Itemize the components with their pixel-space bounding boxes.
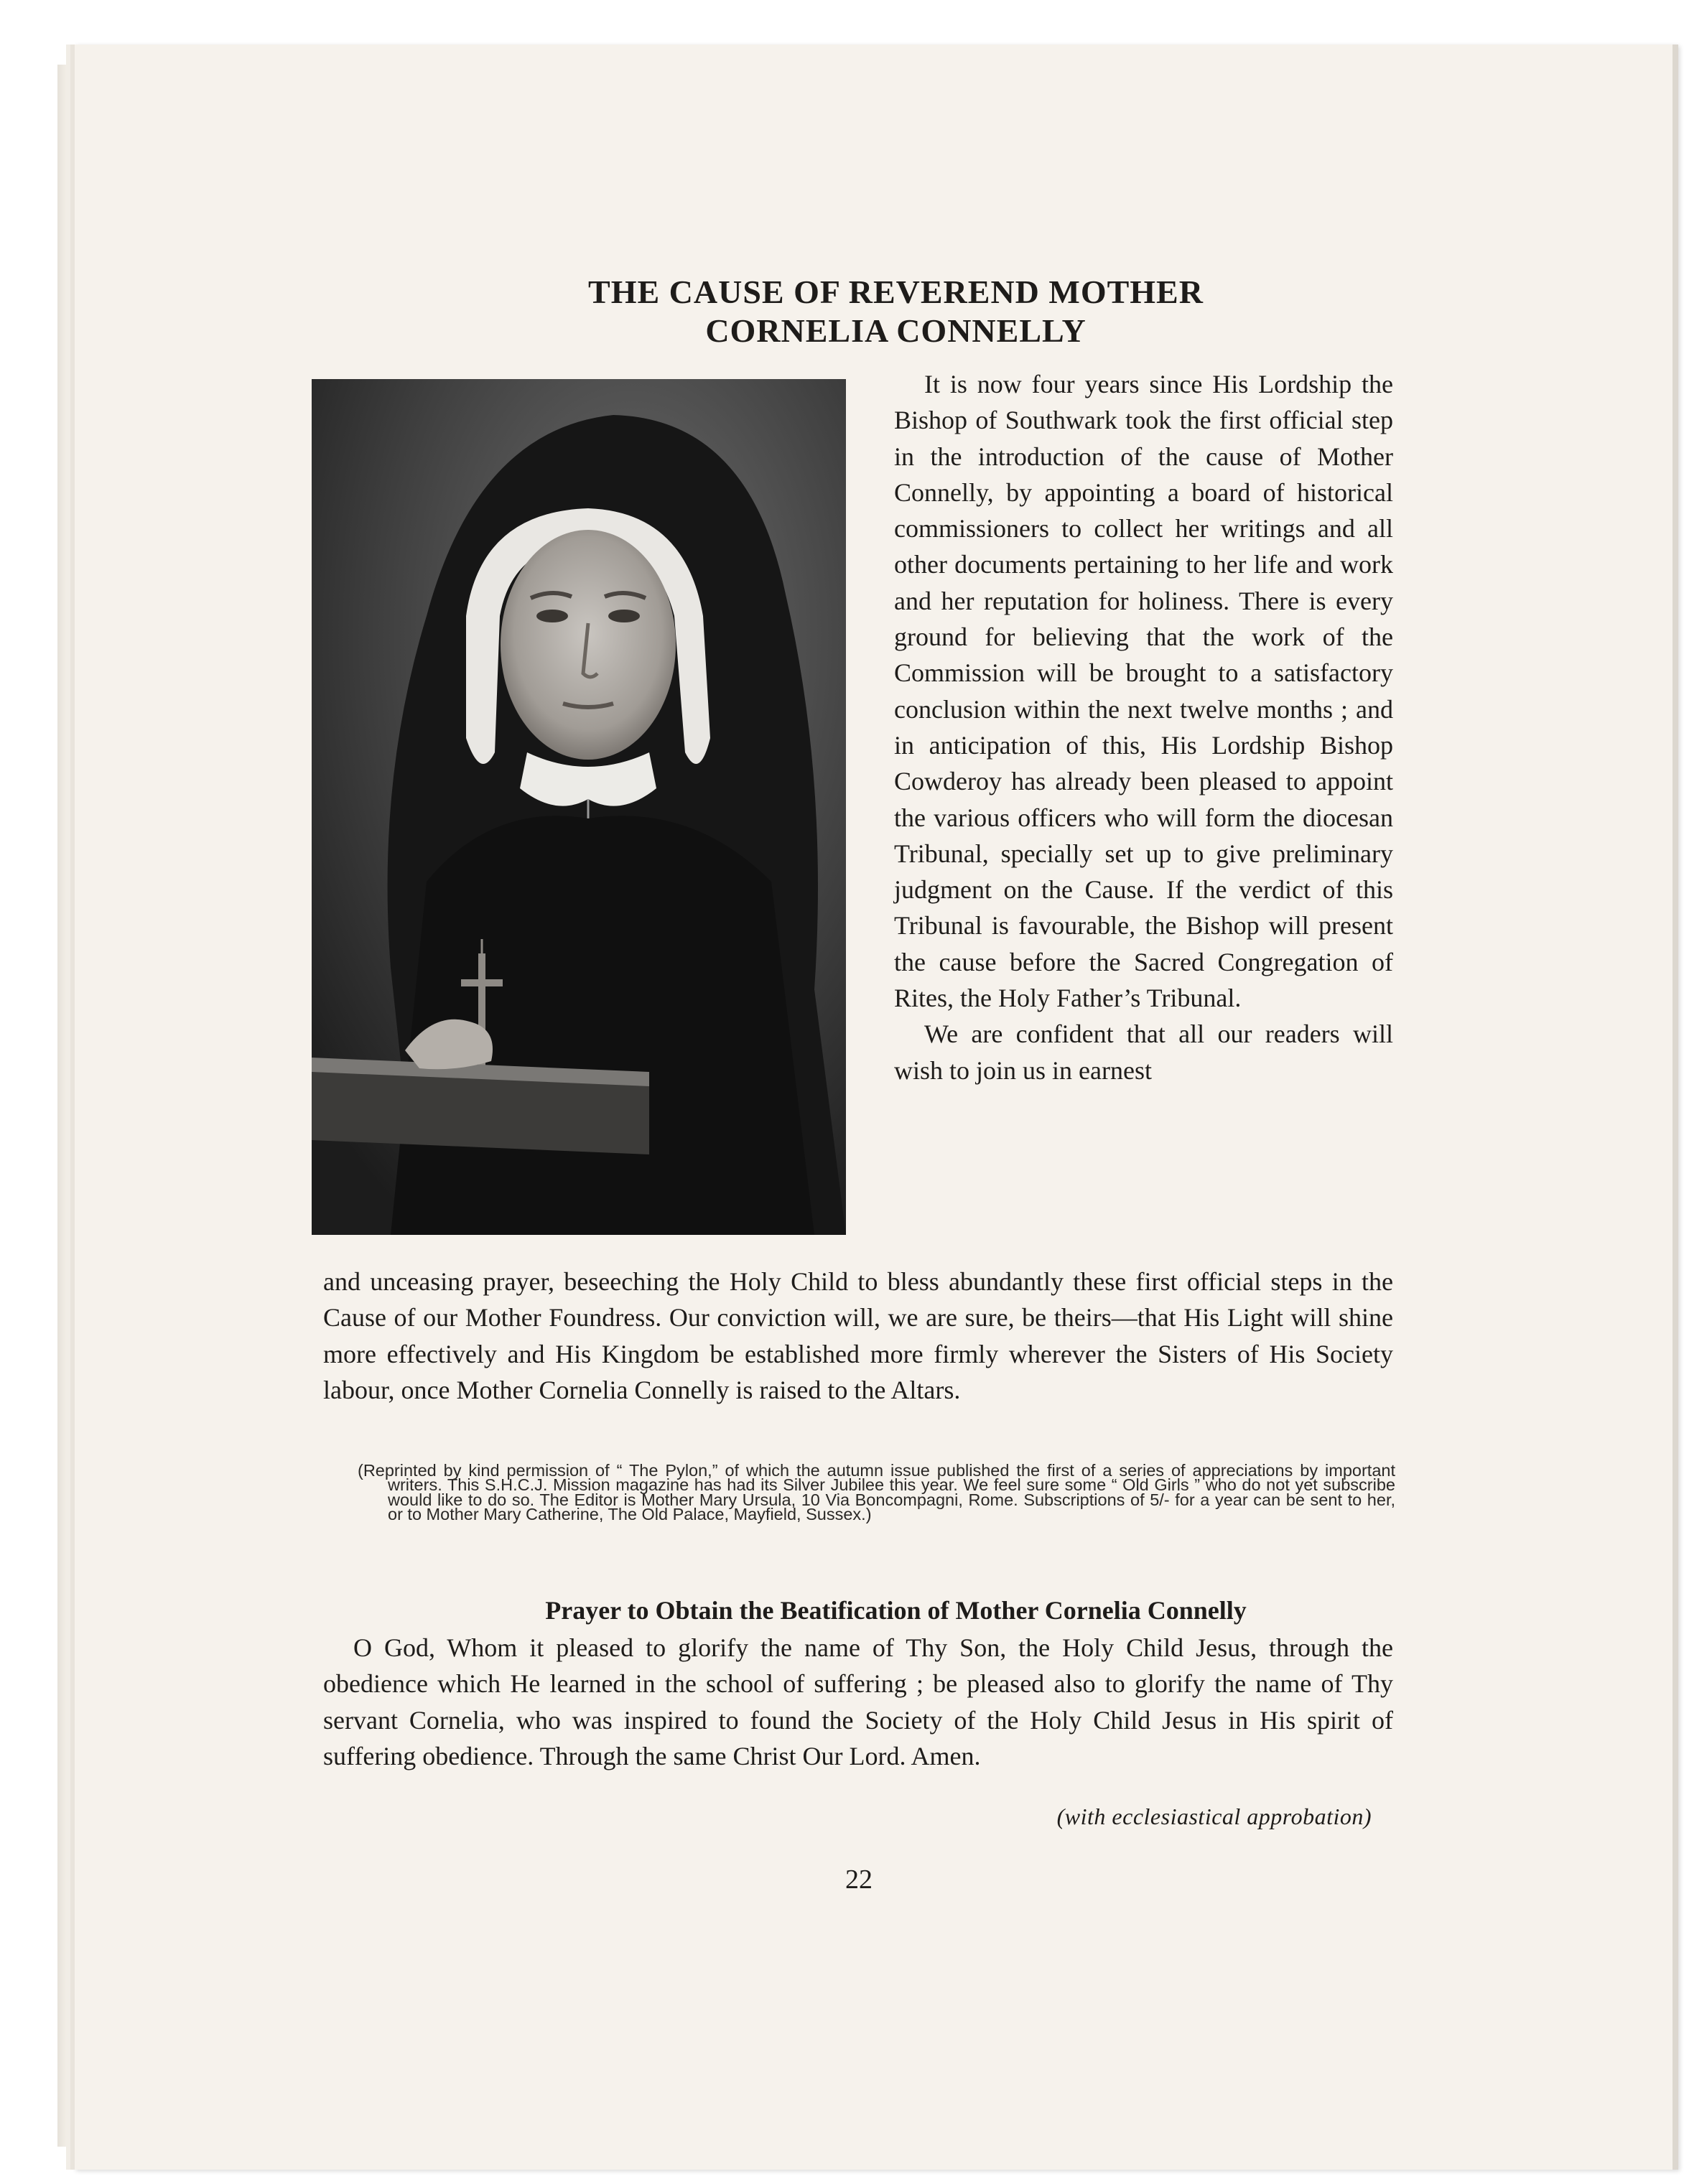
- page-edge: [57, 65, 68, 2147]
- article-title-line-1: THE CAUSE OF REVEREND MOTHER: [588, 274, 1204, 310]
- reprint-note-text: (Reprinted by kind permission of “ The Pylon,” of which the autumn issue published the first of a series of appreciations by important writers. This S.H.C.J. Mission magazine has had its Silver Jubilee this year. We feel sure some “ Old Girls ” who do not yet subscribe would like to do so. The Editor is Mother Mary Ursula, 10 Via Boncompagni, Rome. Subscriptions of 5/- for a year can be sent to her, or to Mother Mary Catherine, The Old Palace, Mayfield, Sussex.): [358, 1461, 1395, 1523]
- portrait-photograph: [312, 379, 846, 1235]
- article-title: [0, 273, 1684, 350]
- article-paragraph-2-start: We are confident that all our readers will wish to join us in earnest: [894, 1019, 1393, 1085]
- portrait-illustration: [312, 379, 846, 1235]
- article-paragraph-1: It is now four years since His Lordship the Bishop of Southwark took the first official step in the introduction of the cause of Mother Connelly, by appointing a board of historical commissioners to collect her writings and all other documents pertaining to her life and work and her reputation for holiness. There is every ground for believing that the work of the Commission will be brought to a satisfactory conclusion within the next twelve months ; and in anticipation of this, His Lordship Bishop Cowderoy has already been pleased to appoint the various officers who will form the diocesan Tribunal, specially set up to give preliminary judgment on the Cause. If the verdict of this Tribunal is favourable, the Bishop will present the cause before the Sacred Congregation of Rites, the Holy Father’s Tribunal.: [894, 370, 1393, 1013]
- article-column-text: [894, 366, 1393, 1088]
- prayer-heading-text: Prayer to Obtain the Beatification of Mother Cornelia Connelly: [545, 1596, 1247, 1625]
- approbation-note: (with ecclesiastical approbation): [1056, 1803, 1372, 1829]
- prayer-text: O God, Whom it pleased to glorify the name of Thy Son, the Holy Child Jesus, through the obedience which He learned in the school of suffering ; be pleased also to glorify the name of Thy servant Cornelia, who was inspired to found the Society of the Holy Child Jesus in His spirit of suffering obedience. Through the same Christ Our Lord. Amen.: [323, 1633, 1393, 1770]
- page-number: 22: [845, 1865, 873, 1895]
- article-title-line-2: CORNELIA CONNELLY: [705, 312, 1087, 349]
- reprint-note: [358, 1463, 1395, 1521]
- prayer-heading: [0, 1595, 1684, 1625]
- article-paragraph-2-continued: and unceasing prayer, beseeching the Holy Child to bless abundantly these first official steps in the Cause of our Mother Foundress. Our conviction will, we are sure, be theirs—that His Light will shine more effectively and His Kingdom be established more firmly wherever the Sisters of His Society labour, once Mother Cornelia Connelly is raised to the Altars.: [323, 1267, 1393, 1404]
- prayer-text-block: [323, 1630, 1393, 1774]
